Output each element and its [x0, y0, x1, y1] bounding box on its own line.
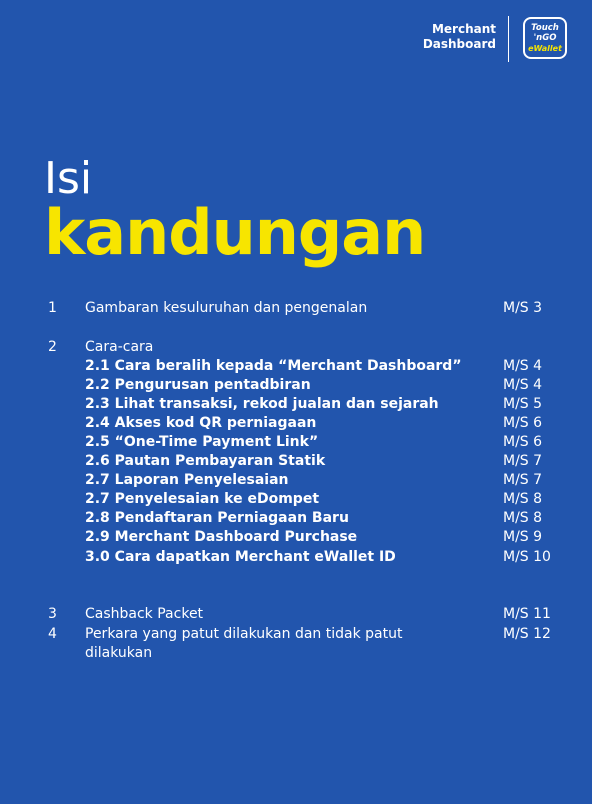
toc-page: M/S 11 — [503, 606, 551, 622]
page-title-line-2: kandungan — [44, 196, 426, 269]
toc-page: M/S 8 — [503, 510, 543, 526]
logo-line-1: Touch — [531, 23, 559, 33]
toc-sub-label: 2.3 Lihat transaksi, rekod jualan dan sejarah — [85, 396, 439, 412]
page-title-line-1: Isi — [44, 153, 93, 204]
toc-page: M/S 6 — [503, 434, 543, 450]
toc-page: M/S 10 — [503, 549, 551, 565]
toc-sub-label: 2.7 Laporan Penyelesaian — [85, 472, 289, 488]
toc-page: M/S 5 — [503, 396, 543, 412]
touchngo-logo — [523, 17, 567, 59]
toc-page: M/S 4 — [503, 358, 543, 374]
header-brand — [423, 22, 496, 52]
toc-sub-label: 3.0 Cara dapatkan Merchant eWallet ID — [85, 549, 396, 565]
toc-number: 2 — [48, 339, 57, 355]
toc-number: 4 — [48, 626, 57, 642]
toc-page: M/S 3 — [503, 300, 543, 316]
toc-number: 3 — [48, 606, 57, 622]
toc-label: Perkara yang patut dilakukan dan tidak patut dilakukan — [85, 626, 403, 661]
toc-label: Gambaran kesuluruhan dan pengenalan — [85, 300, 368, 316]
toc-page: M/S 9 — [503, 529, 543, 545]
toc-label: Cashback Packet — [85, 606, 204, 622]
toc-sub-label: 2.7 Penyelesaian ke eDompet — [85, 491, 320, 507]
toc-sub-label: 2.8 Pendaftaran Perniagaan Baru — [85, 510, 349, 526]
toc-page: M/S 7 — [503, 453, 543, 469]
toc-page: M/S 8 — [503, 491, 543, 507]
brand-line-1: Merchant — [431, 22, 496, 36]
toc-sub-label: 2.6 Pautan Pembayaran Statik — [85, 453, 326, 469]
toc-page: M/S 4 — [503, 377, 543, 393]
header-divider — [508, 16, 509, 62]
toc-page: M/S 7 — [503, 472, 543, 488]
toc-number: 1 — [48, 300, 57, 316]
toc-sub-label: 2.5 “One-Time Payment Link” — [85, 434, 319, 450]
toc-sub-label: 2.9 Merchant Dashboard Purchase — [85, 529, 358, 545]
toc-label: Cara-cara — [85, 339, 154, 355]
toc-page: M/S 12 — [503, 626, 551, 642]
toc-sub-label: 2.2 Pengurusan pentadbiran — [85, 377, 311, 393]
toc-sub-label: 2.4 Akses kod QR perniagaan — [85, 415, 317, 431]
toc-sub-label: 2.1 Cara beralih kepada “Merchant Dashboard” — [85, 358, 462, 374]
toc-page: M/S 6 — [503, 415, 543, 431]
brand-line-2: Dashboard — [422, 37, 496, 51]
logo-line-2: 'nGO — [533, 33, 557, 43]
logo-line-3: eWallet — [528, 44, 562, 53]
